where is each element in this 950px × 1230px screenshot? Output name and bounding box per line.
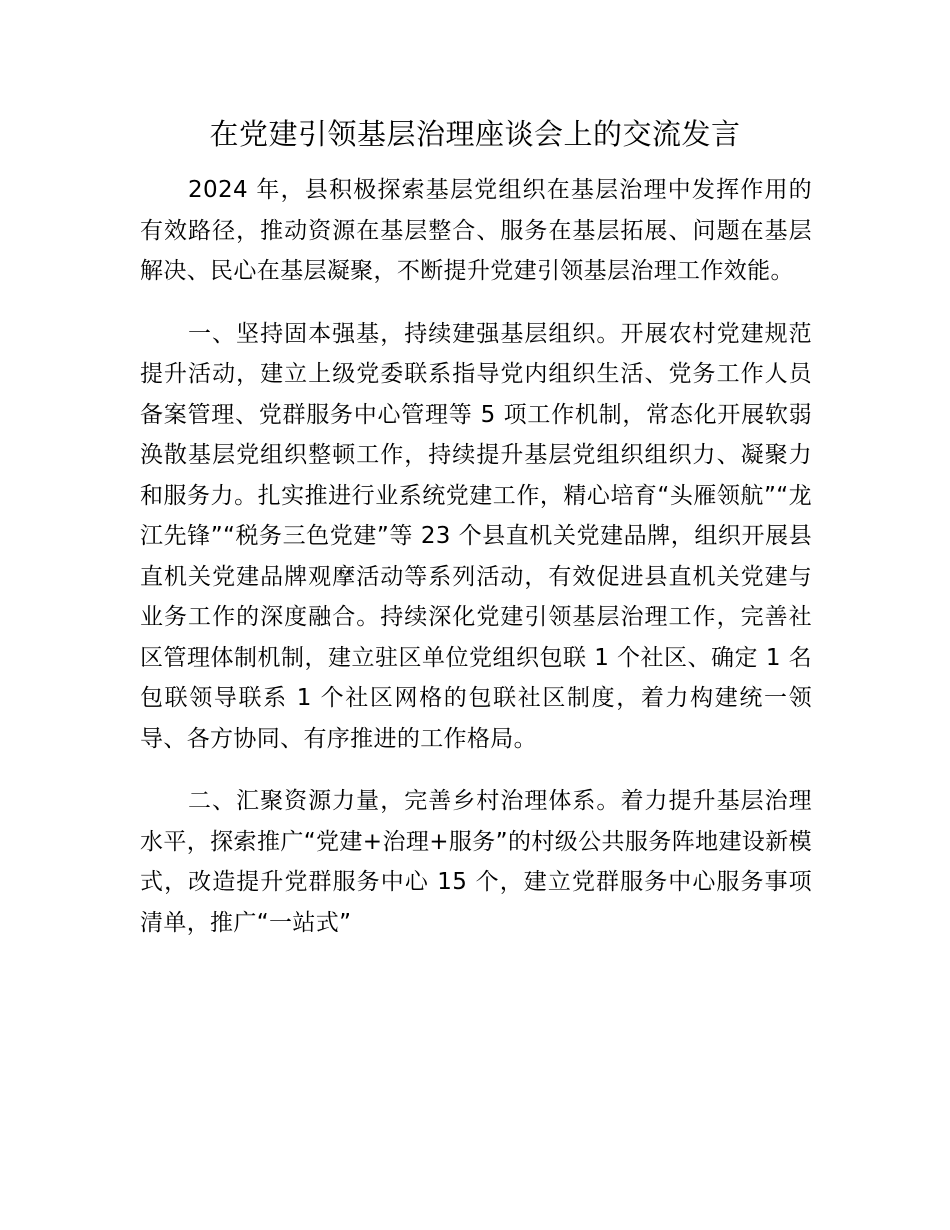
paragraph-section-one: 一、坚持固本强基，持续建强基层组织。开展农村党建规范提升活动，建立上级党委联系指导党内组织生活、党务工作人员备案管理、党群服务中心管理等 5 项工作机制，常态化开展软弱涣散基层党组织整顿工作，持续提升基层党组织组织力、凝聚力和服务力。扎实推进行业系统党建工作，精心培育“头雁领航”“龙江先锋”“税务三色党建”等 23 个县直机关党建品牌，组织开展县直机关党建品牌观摩活动等系列活动，有效促进县直机关党建与业务工作的深度融合。持续深化党建引领基层治理工作，完善社区管理体制机制，建立驻区单位党组织包联 1 个社区、确定 1 名包联领导联系 1 个社区网格的包联社区制度，着力构建统一领导、各方协同、有序推进的工作格局。: [140, 320, 812, 752]
document-body: [140, 170, 812, 965]
paragraph-section-two: 二、汇聚资源力量，完善乡村治理体系。着力提升基层治理水平，探索推广“党建+治理+服务”的村级公共服务阵地建设新模式，改造提升党群服务中心 15 个，建立党群服务中心服务事项清单，推广“一站式”: [140, 788, 812, 936]
document-title: 在党建引领基层治理座谈会上的交流发言: [209, 117, 741, 151]
paragraph-intro: 2024 年，县积极探索基层党组织在基层治理中发挥作用的有效路径，推动资源在基层整合、服务在基层拓展、问题在基层解决、民心在基层凝聚，不断提升党建引领基层治理工作效能。: [140, 177, 812, 284]
